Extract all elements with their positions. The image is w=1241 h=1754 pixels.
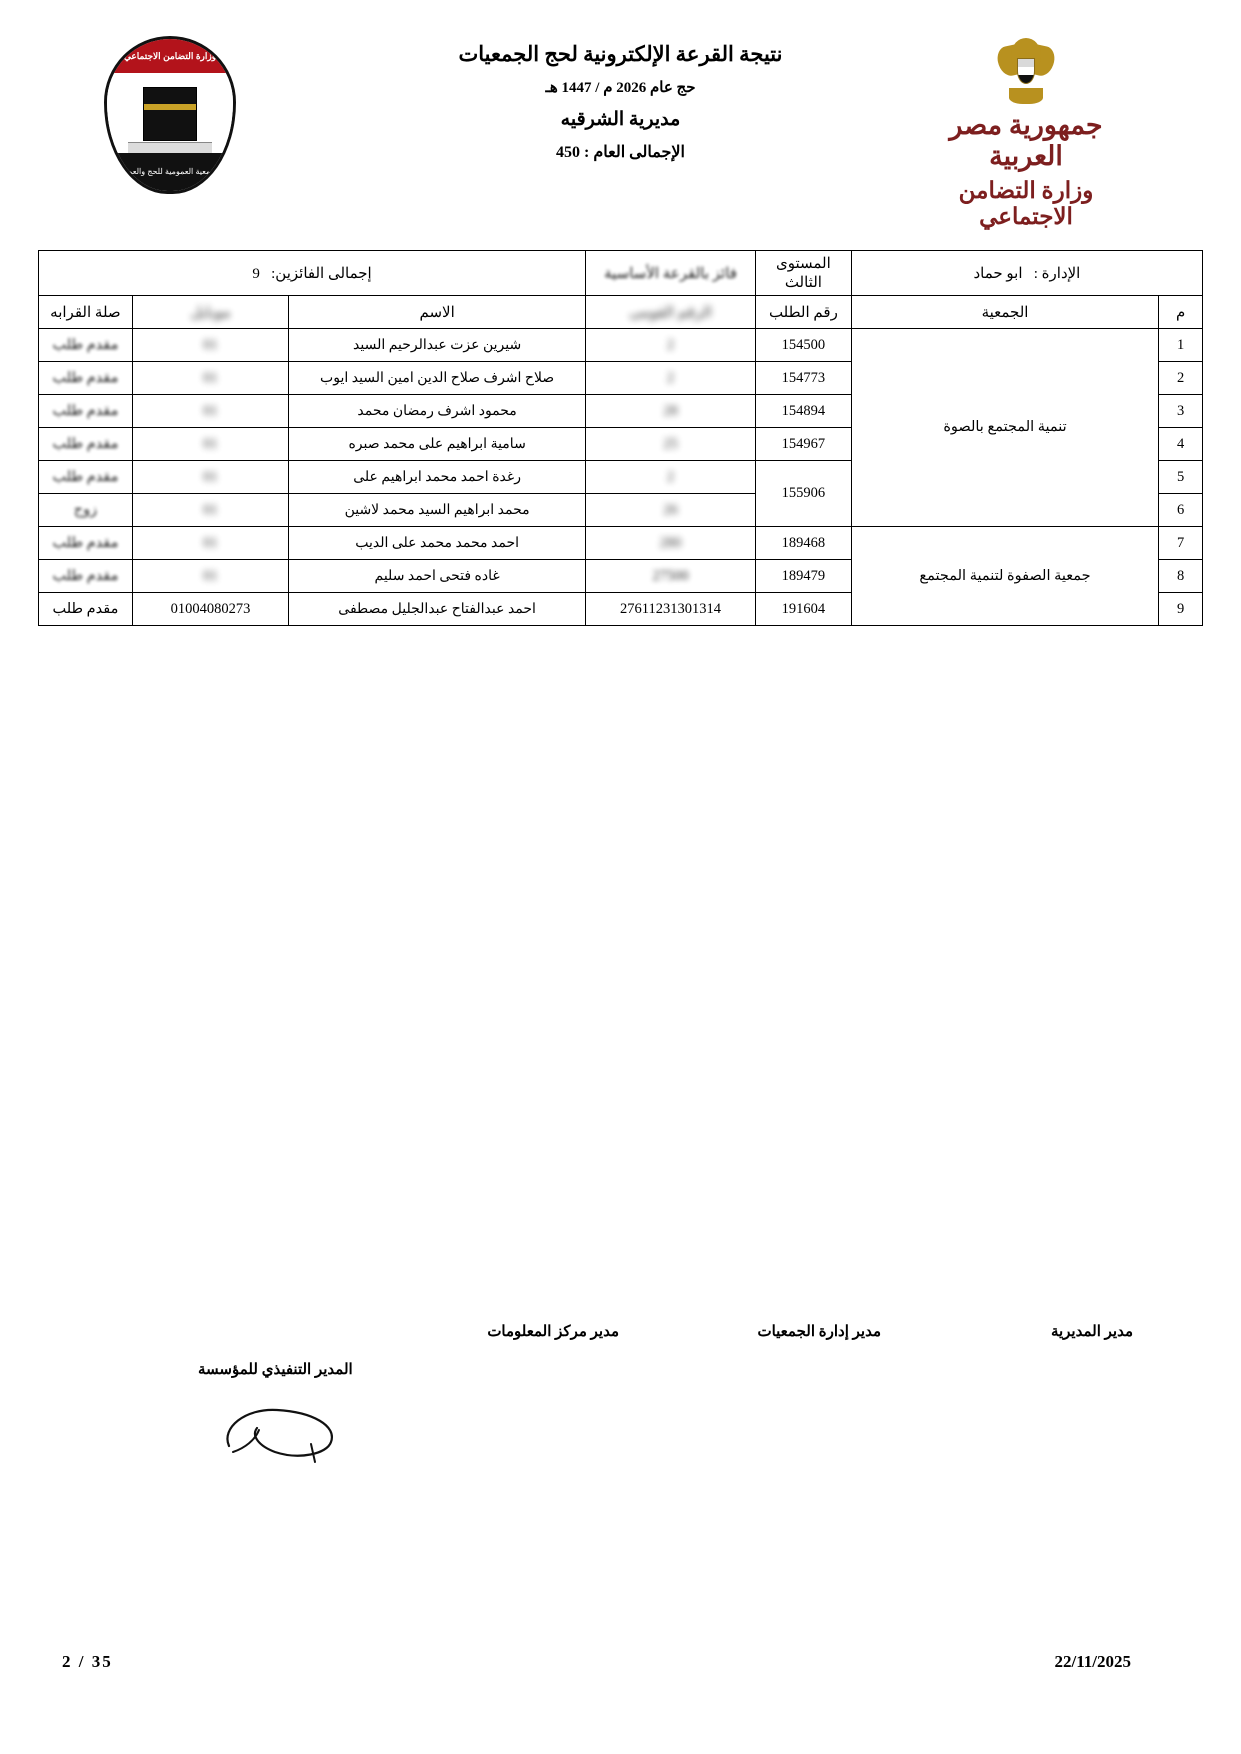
cell-mobile: 01 xyxy=(132,527,288,560)
cell-name: احمد عبدالفتاح عبدالجليل مصطفى xyxy=(289,593,586,626)
cell-name: احمد محمد محمد على الديب xyxy=(289,527,586,560)
cell-mobile: 01 xyxy=(132,395,288,428)
cell-request-no: 154967 xyxy=(755,428,851,461)
signature-associations-manager: مدير إدارة الجمعيات xyxy=(757,1324,881,1340)
document-header xyxy=(0,28,1241,229)
table-header-row xyxy=(39,296,1203,329)
ministry-emblem-logo xyxy=(911,38,1141,229)
cell-name: صلاح اشرف صلاح الدين امين السيد ايوب xyxy=(289,362,586,395)
kaaba-gold-band xyxy=(144,104,196,110)
signature-block xyxy=(0,1322,1241,1382)
winners-cell xyxy=(39,251,586,296)
cell-no: 4 xyxy=(1159,428,1203,461)
winners-label: إجمالى الفائزين: xyxy=(271,265,372,282)
level-cell: المستوى الثالث xyxy=(755,251,851,296)
cell-mobile: 01 xyxy=(132,428,288,461)
eagle-shield xyxy=(1017,58,1035,84)
page-number: 2 / 35 xyxy=(62,1652,113,1671)
cell-relation: زوج xyxy=(39,494,133,527)
badge-bottom-band xyxy=(107,153,233,191)
table-row xyxy=(39,527,1203,560)
cell-no: 3 xyxy=(1159,395,1203,428)
cell-mobile: 01 xyxy=(132,494,288,527)
grand-total: الإجمالى العام : 450 xyxy=(556,144,685,161)
cell-no: 9 xyxy=(1159,593,1203,626)
cell-mobile: 01 xyxy=(132,560,288,593)
cell-no: 5 xyxy=(1159,461,1203,494)
cell-name: محمود اشرف رمضان محمد xyxy=(289,395,586,428)
badge-top-text: وزارة التضامن الاجتماعي xyxy=(123,51,217,61)
column-header-association: الجمعية xyxy=(851,296,1158,329)
cell-national-id: 2 xyxy=(586,362,756,395)
table-row xyxy=(39,329,1203,362)
badge-top-band xyxy=(107,39,233,74)
eagle-of-saladin-icon xyxy=(1000,38,1052,104)
cell-request-no: 155906 xyxy=(755,461,851,527)
winners-count: 9 xyxy=(252,265,260,282)
page-title: نتيجة القرعة الإلكترونية لحج الجمعيات xyxy=(458,42,783,66)
administration-cell xyxy=(851,251,1202,296)
document-footer xyxy=(0,1652,1241,1682)
cell-mobile: 01 xyxy=(132,329,288,362)
badge-bottom-text: الجمعية العمومية للحج والعمرة xyxy=(119,167,221,176)
cell-relation: مقدم طلب xyxy=(39,395,133,428)
table-info-row xyxy=(39,251,1203,296)
cell-national-id: 2 xyxy=(586,461,756,494)
cell-request-no: 189479 xyxy=(755,560,851,593)
cell-mobile: 01004080273 xyxy=(132,593,288,626)
cell-association: تنمية المجتمع بالصوة xyxy=(851,329,1158,527)
cell-mobile: 01 xyxy=(132,362,288,395)
cell-relation: مقدم طلب xyxy=(39,527,133,560)
results-table xyxy=(38,250,1203,626)
cell-relation: مقدم طلب xyxy=(39,461,133,494)
cell-national-id: 28 xyxy=(586,395,756,428)
cell-name: محمد ابراهيم السيد محمد لاشين xyxy=(289,494,586,527)
cell-relation: مقدم طلب xyxy=(39,329,133,362)
cell-relation: مقدم طلب xyxy=(39,428,133,461)
cell-association: جمعية الصفوة لتنمية المجتمع xyxy=(851,527,1158,626)
cell-no: 6 xyxy=(1159,494,1203,527)
cell-mobile: 01 xyxy=(132,461,288,494)
cell-no: 1 xyxy=(1159,329,1203,362)
status-cell: فائز بالقرعة الأساسية xyxy=(586,251,756,296)
administration-value: ابو حماد xyxy=(973,265,1023,282)
cell-no: 2 xyxy=(1159,362,1203,395)
column-header-mobile: موبايل xyxy=(132,296,288,329)
solidarity-hajj-badge-logo xyxy=(106,36,236,191)
kaaba-courtyard xyxy=(128,142,212,153)
signature-executive-manager: المدير التنفيذي للمؤسسة xyxy=(198,1362,353,1378)
cell-name: غاده فتحى احمد سليم xyxy=(289,560,586,593)
cell-relation: مقدم طلب xyxy=(39,362,133,395)
cell-request-no: 154773 xyxy=(755,362,851,395)
cell-national-id: 2 xyxy=(586,329,756,362)
column-header-no: م xyxy=(1159,296,1203,329)
cell-no: 8 xyxy=(1159,560,1203,593)
cell-request-no: 154894 xyxy=(755,395,851,428)
cell-national-id: 27611231301314 xyxy=(586,593,756,626)
cell-request-no: 189468 xyxy=(755,527,851,560)
signature-information-center-manager: مدير مركز المعلومات xyxy=(487,1324,619,1340)
cell-national-id: 25 xyxy=(586,428,756,461)
cell-name: شيرين عزت عبدالرحيم السيد xyxy=(289,329,586,362)
hajj-year: حج عام 2026 م / 1447 هـ xyxy=(545,80,696,96)
signature-directorate-manager: مدير المديرية xyxy=(1050,1324,1133,1340)
column-header-request-no: رقم الطلب xyxy=(755,296,851,329)
cell-relation: مقدم طلب xyxy=(39,593,133,626)
eagle-tail xyxy=(1009,88,1043,104)
directorate-name: مديرية الشرقيه xyxy=(560,109,681,130)
republic-name: جمهورية مصر العربية xyxy=(949,110,1103,171)
header-titles xyxy=(260,42,981,162)
kaaba-icon xyxy=(143,87,197,141)
column-header-name: الاسم xyxy=(289,296,586,329)
cell-relation: مقدم طلب xyxy=(39,560,133,593)
badge-kaaba-area xyxy=(107,73,233,153)
cell-no: 7 xyxy=(1159,527,1203,560)
cell-request-no: 154500 xyxy=(755,329,851,362)
document-date: 22/11/2025 xyxy=(1054,1652,1131,1671)
handwritten-signature xyxy=(215,1400,345,1470)
cell-request-no: 191604 xyxy=(755,593,851,626)
administration-label: الإدارة : xyxy=(1033,265,1081,282)
badge-shape xyxy=(104,36,236,194)
ministry-name: وزارة التضامن الاجتماعي xyxy=(958,178,1094,229)
cell-national-id: 280 xyxy=(586,527,756,560)
cell-national-id: 26 xyxy=(586,494,756,527)
cell-name: رغدة احمد محمد ابراهيم على xyxy=(289,461,586,494)
results-table-container xyxy=(38,250,1203,626)
column-header-national-id: الرقم القومى xyxy=(586,296,756,329)
cell-national-id: 27500 xyxy=(586,560,756,593)
cell-name: سامية ابراهيم على محمد صبره xyxy=(289,428,586,461)
column-header-relation: صلة القرابه xyxy=(39,296,133,329)
